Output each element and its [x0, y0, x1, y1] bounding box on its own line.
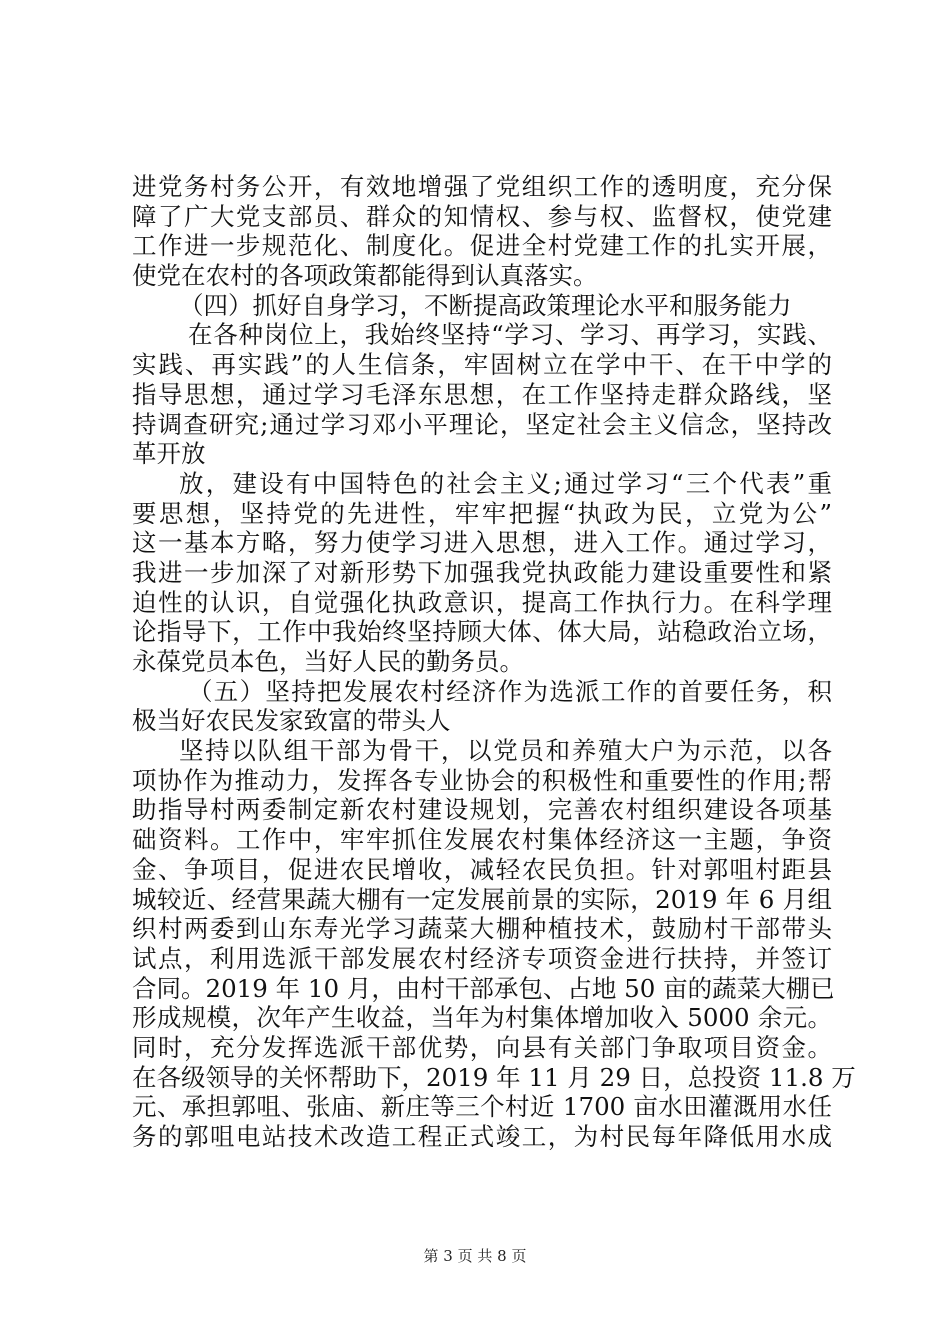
text-line: 工作进一步规范化、制度化。促进全村党建工作的扎实开展，	[132, 231, 832, 261]
document-body	[132, 172, 856, 1152]
text-line: 论指导下，工作中我始终坚持顾大体、体大局，站稳政治立场，	[132, 617, 832, 647]
text-line: 我进一步加深了对新形势下加强我党执政能力建设重要性和紧	[132, 557, 832, 587]
text-line: 坚持以队组干部为骨干，以党员和养殖大户为示范，以各	[179, 736, 832, 766]
text-line: 革开放	[132, 439, 206, 469]
text-line: 放，建设有中国特色的社会主义;通过学习“三个代表”重	[179, 468, 832, 498]
text-line: 城较近、经营果蔬大棚有一定发展前景的实际，2019 年 6 月组	[132, 884, 832, 914]
text-line: 在各种岗位上，我始终坚持“学习、学习、再学习，实践、	[188, 320, 832, 350]
text-line: 务的郭咀电站技术改造工程正式竣工，为村民每年降低用水成	[132, 1122, 832, 1151]
text-line: （四）抓好自身学习，不断提高政策理论水平和服务能力	[179, 290, 792, 320]
text-line: 使党在农村的各项政策都能得到认真落实。	[132, 261, 598, 291]
text-line: （五）坚持把发展农村经济作为选派工作的首要任务，积	[188, 676, 832, 706]
text-line: 试点，利用选派干部发展农村经济专项资金进行扶持，并签订	[132, 943, 832, 973]
text-line: 永葆党员本色，当好人民的勤务员。	[132, 647, 524, 676]
text-line: 金、争项目，促进农民增收，减轻农民负担。针对郭咀村距县	[132, 854, 832, 884]
text-line: 础资料。工作中，牢牢抓住发展农村集体经济这一主题，争资	[132, 825, 832, 855]
text-line: 在各级领导的关怀帮助下，2019 年 11 月 29 日，总投资 11.8 万	[132, 1062, 856, 1092]
text-line: 要思想，坚持党的先进性，牢牢把握“执政为民，立党为公”	[132, 498, 832, 528]
text-line: 助指导村两委制定新农村建设规划，完善农村组织建设各项基	[132, 795, 832, 825]
text-line: 形成规模，次年产生收益，当年为村集体增加收入 5000 余元。	[132, 1003, 832, 1033]
text-line: 极当好农民发家致富的带头人	[132, 706, 451, 736]
text-line: 同时，充分发挥选派干部优势，向县有关部门争取项目资金。	[132, 1032, 832, 1062]
text-line: 合同。2019 年 10 月，由村干部承包、占地 50 亩的蔬菜大棚已	[132, 973, 835, 1003]
text-line: 迫性的认识，自觉强化执政意识，提高工作执行力。在科学理	[132, 587, 832, 617]
text-line: 进党务村务公开，有效地增强了党组织工作的透明度，充分保	[132, 172, 832, 201]
text-line: 织村两委到山东寿光学习蔬菜大棚种植技术，鼓励村干部带头	[132, 914, 832, 944]
text-line: 这一基本方略，努力使学习进入思想，进入工作。通过学习，	[132, 528, 832, 558]
text-line: 实践、再实践”的人生信条，牢固树立在学中干、在干中学的	[132, 350, 832, 380]
page-footer: 第 3 页 共 8 页	[423, 1247, 527, 1265]
text-line: 指导思想，通过学习毛泽东思想，在工作坚持走群众路线，坚	[132, 379, 832, 409]
text-line: 障了广大党支部员、群众的知情权、参与权、监督权，使党建	[132, 201, 832, 231]
text-line: 持调查研究;通过学习邓小平理论，坚定社会主义信念，坚持改	[132, 409, 832, 439]
text-line: 项协作为推动力，发挥各专业协会的积极性和重要性的作用;帮	[132, 765, 832, 795]
text-line: 元、承担郭咀、张庙、新庄等三个村近 1700 亩水田灌溉用水任	[132, 1092, 832, 1122]
